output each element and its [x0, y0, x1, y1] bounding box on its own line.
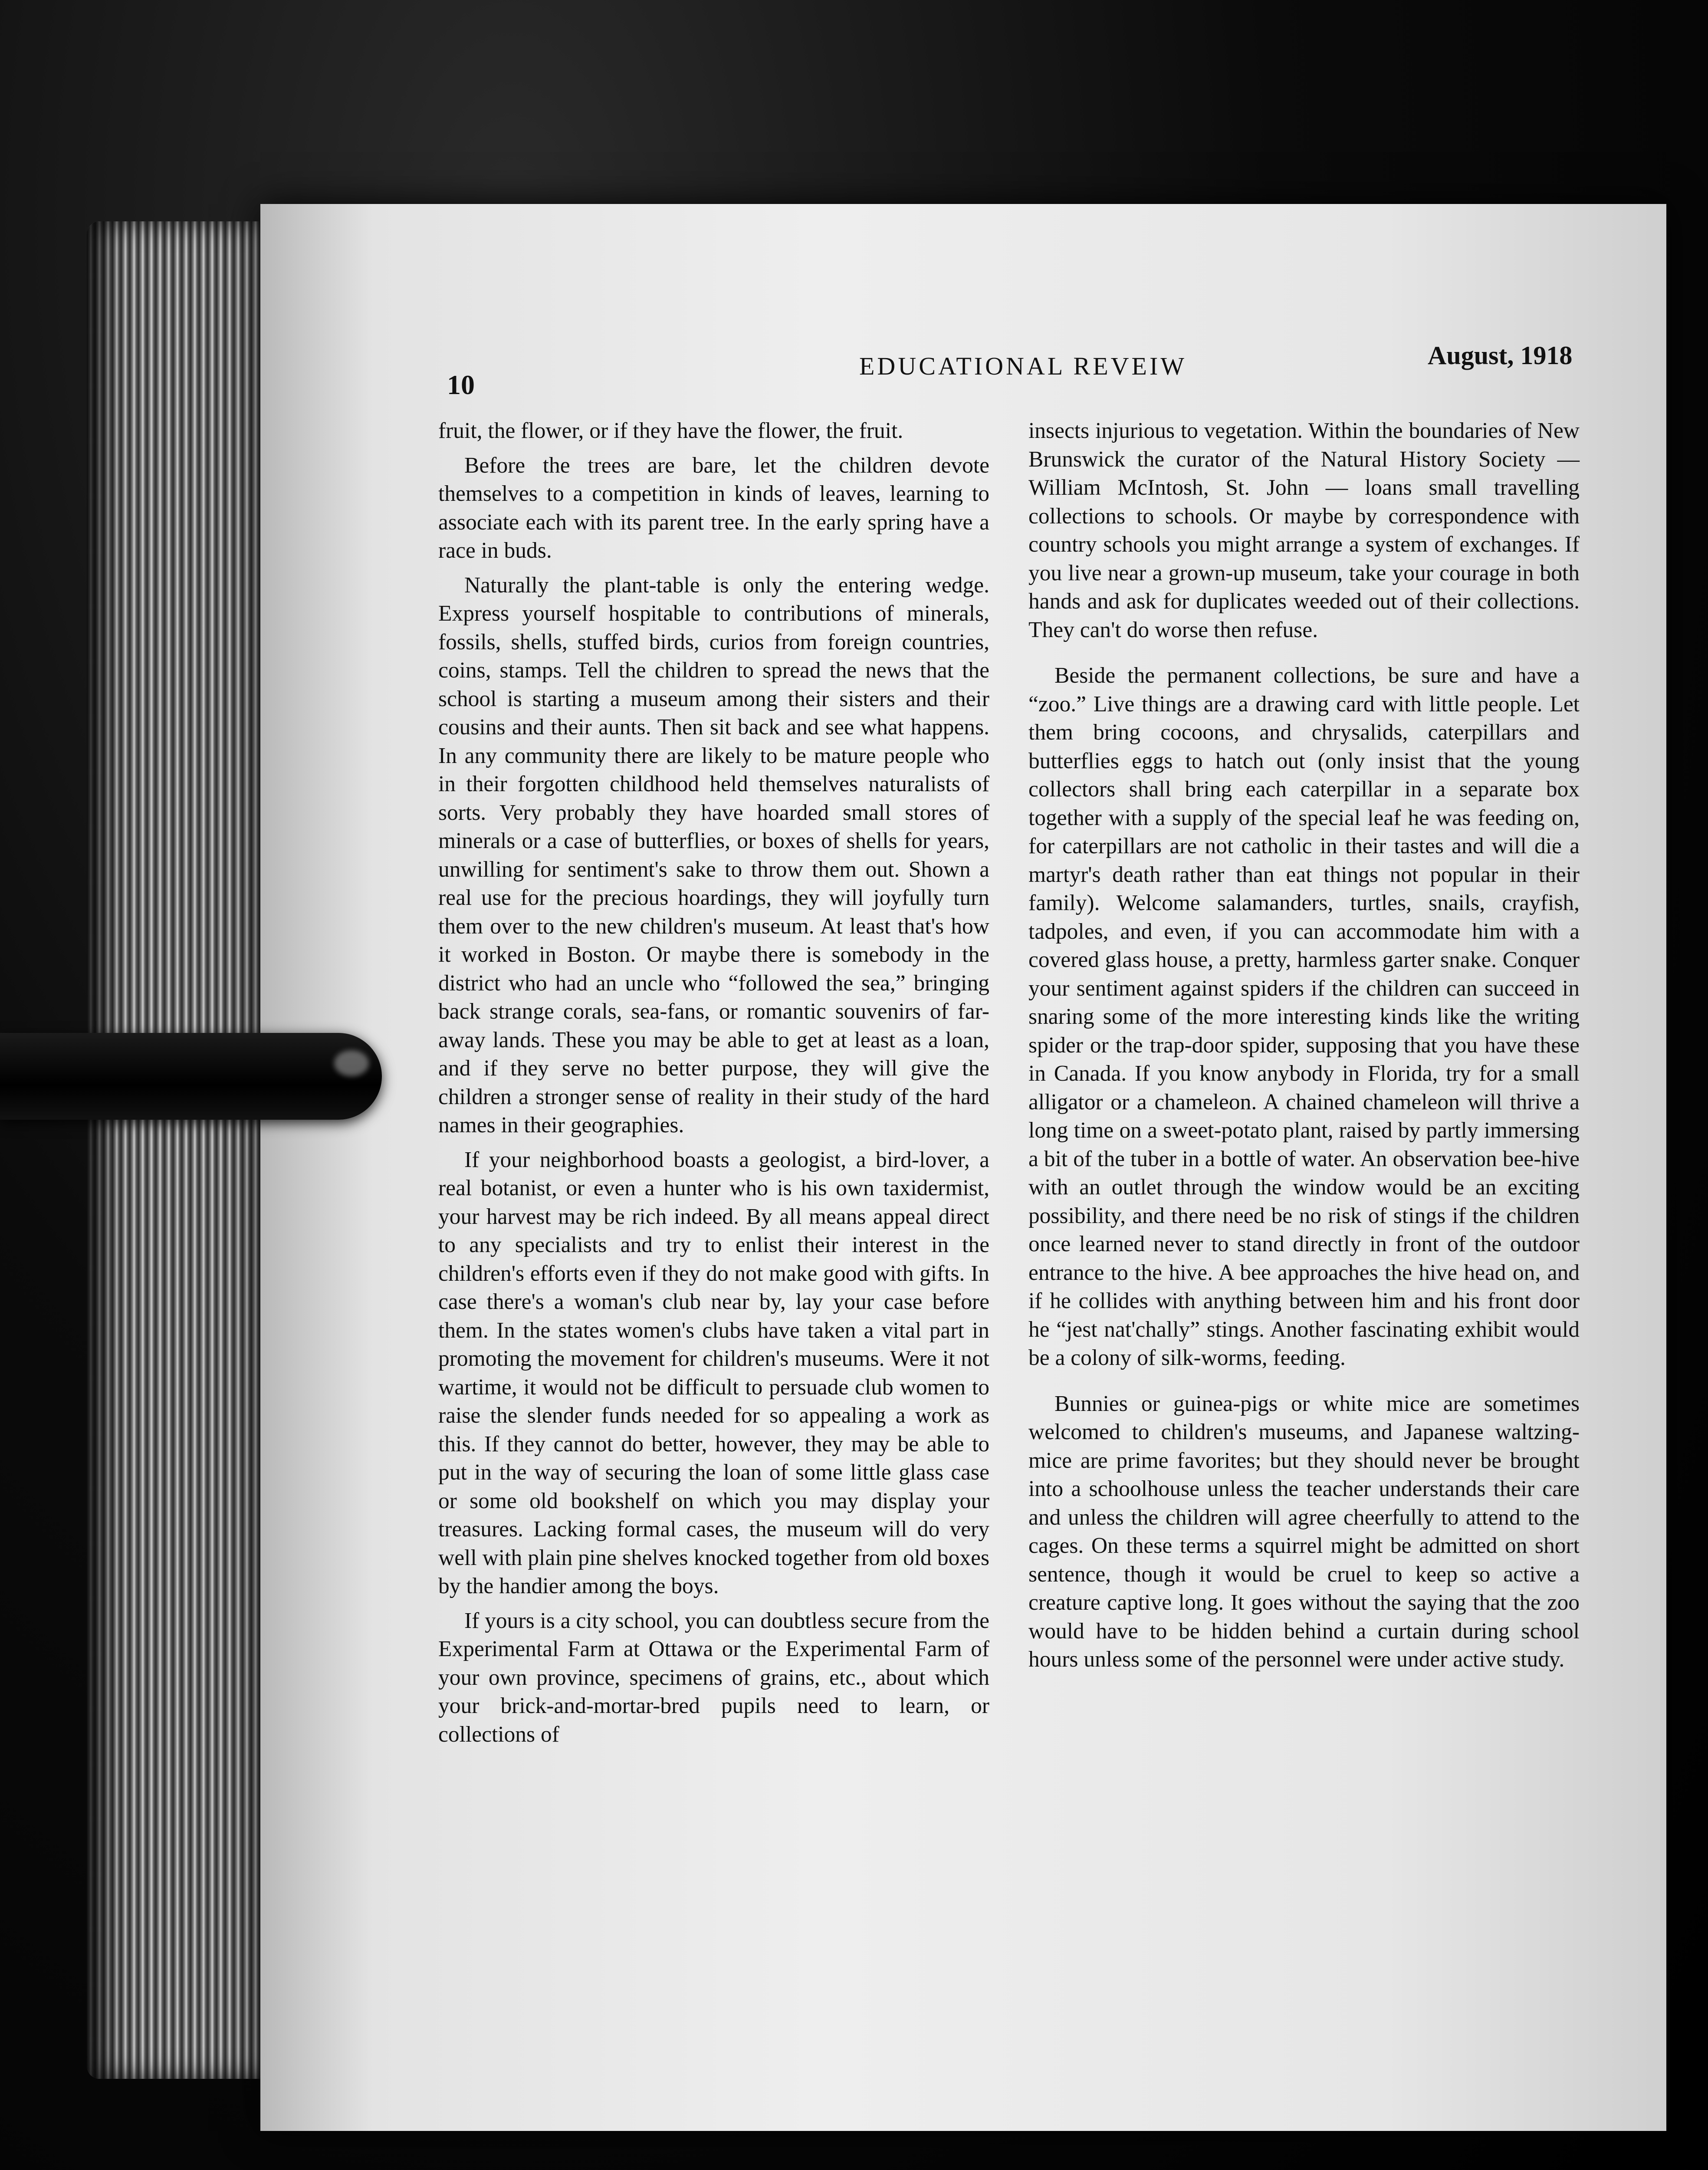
right-column — [1028, 417, 1580, 1680]
page-number: 10 — [447, 369, 475, 400]
paragraph: Before the trees are bare, let the children devote themselves to a competition in kinds of leaves, learning to associate each with its parent tree. In the early spring have a race in buds. — [438, 453, 989, 563]
paragraph: If your neighborhood boasts a geologist, a bird-lover, a real botanist, or even a hunter who is his own taxidermist, your harvest may be rich indeed. By all means appeal direct to any specialists and try to enlist their interest in the children's efforts even if they do not make good with gifts. In case there's a woman's club near by, lay your case before them. In the states women's clubs have taken a vital part in promoting the movement for children's museums. Were it not wartime, it would not be difficult to persuade club women to raise the slender funds needed for so appealing a work as this. If they cannot do better, however, they may be able to put in the way of securing the loan of some little glass case or some old bookshelf on which you may display your treasures. Lacking formal cases, the museum will do very well with plain pine shelves knocked together from old boxes by the handier among the boys. — [438, 1147, 989, 1598]
paragraph: fruit, the flower, or if they have the flower, the fruit. — [438, 418, 903, 443]
paragraph: If yours is a city school, you can doubtless secure from the Experimental Farm at Ottawa or the Experimental Farm of your own province, specimens of grains, etc., about which your brick-and-mortar-bred pupils need to learn, or collections of — [438, 1608, 989, 1747]
paragraph: insects injurious to vegetation. Within the boundaries of New Brunswick the curator of the Natural History Society — William McIntosh, St. John — loans small travelling collections to schools. Or maybe by correspondence with country schools you might arrange a system of exchanges. If you live near a grown-up museum, take your courage in both hands and ask for duplicates weeded out of their collections. They can't do worse then refuse. — [1028, 418, 1580, 642]
issue-date: August, 1918 — [1428, 341, 1573, 370]
page-clip — [0, 1033, 382, 1120]
book-page-edges — [87, 221, 273, 2079]
paragraph: Beside the permanent collections, be sure and have a “zoo.” Live things are a drawing card with little people. Let them bring cocoons, and chrysalids, caterpillars and butterflies eggs to hatch out (only insist that the young collectors shall bring each caterpillar in a separate box together with a supply of the special leaf he was feeding on, for caterpillars are not catholic in their tastes and will die a martyr's death rather than eat things not popular in their family). Welcome salamanders, turtles, snails, crayfish, tadpoles, and even, if you can accommodate him with a covered glass house, a pretty, harmless garter snake. Conquer your sentiment against spiders if the children can succeed in snaring some of the more interesting kinds like the writing spider or the trap-door spider, supposing that you have these in Canada. If you know anybody in Florida, try for a small alligator or a chameleon. A chained chameleon will thrive a long time on a sweet-potato plant, raised by partly immersing a bit of the tuber in a bottle of water. An observation bee-hive with an outlet through the window would be an exciting possibility, and there need be no risk of stings if the children once learned never to stand directly in front of the outdoor entrance to the hive. A bee approaches the hive head on, and if he collides with anything between him and his front door he “jest nat'chally” stings. Another fascinating exhibit would be a colony of silk-worms, feeding. — [1028, 663, 1580, 1370]
journal-title: EDUCATIONAL REVEIW — [859, 352, 1187, 380]
paragraph: Naturally the plant-table is only the entering wedge. Express yourself hospitable to contributions of minerals, fossils, shells, stuffed birds, curios from foreign countries, coins, stamps. Tell the children to spread the news that the school is starting a museum among their sisters and their cousins and their aunts. Then sit back and see what happens. In any community there are likely to be mature people who in their forgotten childhood held themselves naturalists of sorts. Very probably they have hoarded small stores of minerals or a case of butterflies, or boxes of shells for years, unwilling for sentiment's sake to throw them out. Shown a real use for the precious hoardings, they will joyfully turn them over to the new children's museum. At least that's how it worked in Boston. Or maybe there is somebody in the district who had an uncle who “followed the sea,” bringing back strange corals, sea-fans, or romantic souvenirs of far-away lands. These you may be able to get at least as a loan, and if they serve no better purpose, they will give the children a stronger sense of reality in their study of the hard names in their geographies. — [438, 572, 989, 1138]
paragraph: Bunnies or guinea-pigs or white mice are sometimes welcomed to children's museums, and Japanese waltzing-mice are prime favorites; but they should never be brought into a schoolhouse unless the teacher understands their care and unless the children will agree cheerfully to attend to the cages. On these terms a squirrel might be admitted on short sentence, though it would be cruel to keep so active a creature captive long. It goes without the saying that the zoo would have to be hidden behind a curtain during school hours unless some of the personnel were under active study. — [1028, 1391, 1580, 1672]
left-column — [438, 417, 989, 1755]
